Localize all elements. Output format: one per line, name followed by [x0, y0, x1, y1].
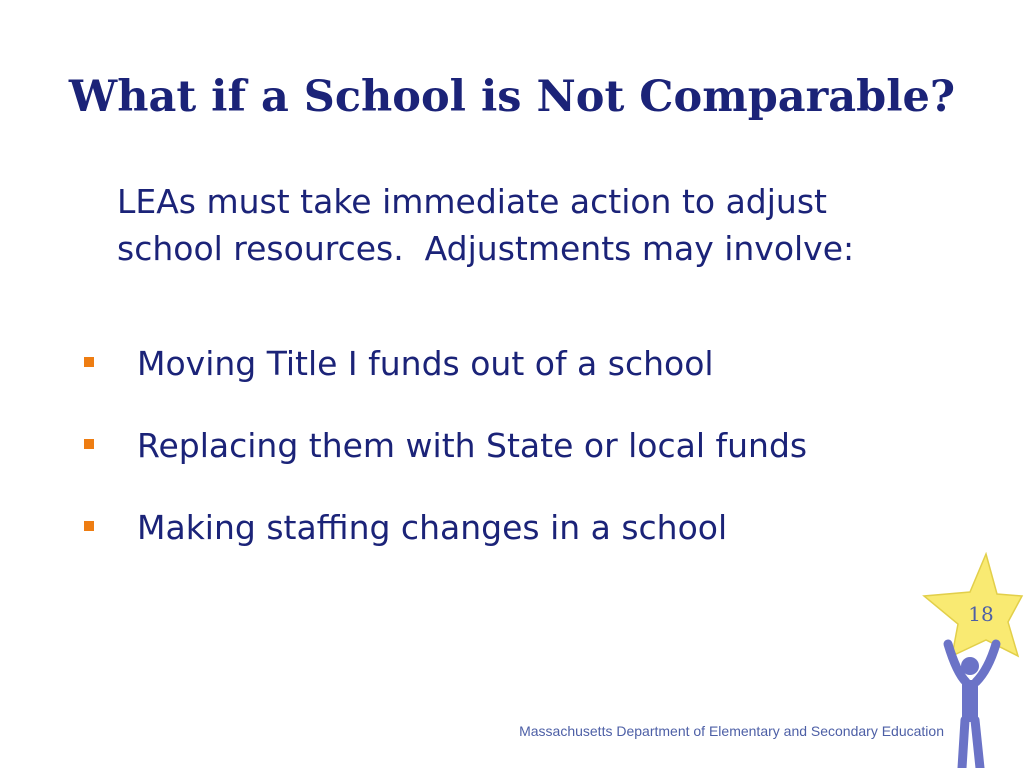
footer-text: Massachusetts Department of Elementary and Secondary Education [519, 723, 944, 739]
slide-title: What if a School is Not Comparable? [68, 72, 956, 122]
bullet-text: Moving Title I funds out of a school [137, 344, 714, 383]
square-bullet-icon [84, 357, 94, 367]
page-number: 18 [968, 602, 994, 626]
bullet-text: Making staffing changes in a school [137, 508, 728, 547]
square-bullet-icon [84, 439, 94, 449]
intro-line: school resources. Adjustments may involve: [117, 229, 855, 268]
intro-line: LEAs must take immediate action to adjust [117, 182, 827, 221]
bullet-text: Replacing them with State or local funds [137, 426, 808, 465]
intro-paragraph [117, 178, 937, 272]
square-bullet-icon [84, 521, 94, 531]
